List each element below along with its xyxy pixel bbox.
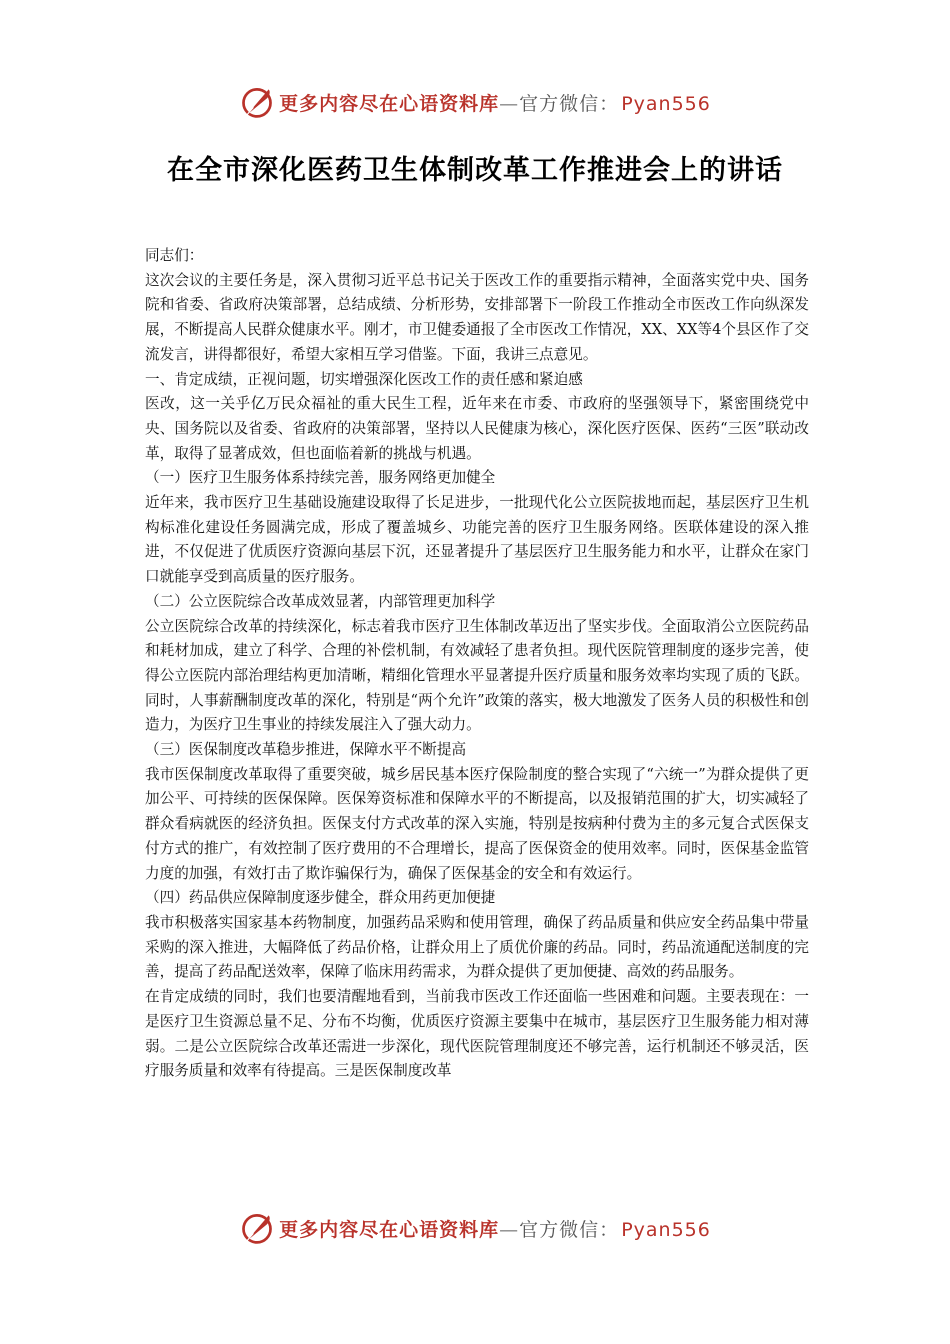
footer-watermark-banner bbox=[0, 1208, 950, 1248]
paragraph: 医改，这一关乎亿万民众福祉的重大民生工程，近年来在市委、市政府的坚强领导下，紧密围绕党中央、国务院以及省委、省政府的决策部署，坚持以人民健康为核心，深化医疗医保、医药“三医”联动改革，取得了显著成效，但也面临着新的挑战与机遇。 bbox=[145, 395, 809, 462]
subsection-heading: （二）公立医院综合改革成效显著，内部管理更加科学 bbox=[145, 592, 496, 610]
document-body bbox=[145, 244, 809, 1084]
header-watermark-banner bbox=[0, 82, 950, 122]
salutation: 同志们： bbox=[145, 247, 204, 264]
document-title: 在全市深化医药卫生体制改革工作推进会上的讲话 bbox=[167, 155, 783, 186]
banner-text: 更多内容尽在心语资料库—官方微信： Pyan556 bbox=[279, 1218, 711, 1241]
subsection-heading: （三）医保制度改革稳步推进，保障水平不断提高 bbox=[145, 741, 467, 759]
paragraph: 我市积极落实国家基本药物制度，加强药品采购和使用管理，确保了药品质量和供应安全药品集中带量采购的深入推进，大幅降低了药品价格，让群众用上了质优价廉的药品。同时，药品流通配送制度的完善，提高了药品配送效率，保障了临床用药需求，为群众提供了更加便捷、高效的药品服务。 bbox=[145, 913, 809, 981]
paragraph: 这次会议的主要任务是，深入贯彻习近平总书记关于医改工作的重要指示精神，全面落实党中央、国务院和省委、省政府决策部署，总结成绩、分析形势，安排部署下一阶段工作推动全市医改工作向纵深发展，不断提高人民群众健康水平。刚才，市卫健委通报了全市医改工作情况，XX、XX等4个县区作了交流发言，讲得都很好，希望大家相互学习借鉴。下面，我讲三点意见。 bbox=[145, 271, 809, 363]
subsection-heading: （四）药品供应保障制度逐步健全，群众用药更加便捷 bbox=[145, 889, 496, 907]
section-heading: 一、肯定成绩，正视问题，切实增强深化医改工作的责任感和紧迫感 bbox=[145, 370, 583, 388]
paragraph: 在肯定成绩的同时，我们也要清醒地看到，当前我市医改工作还面临一些困难和问题。主要表现在：一是医疗卫生资源总量不足、分布不均衡，优质医疗资源主要集中在城市，基层医疗卫生服务能力相对薄弱。二是公立医院综合改革还需进一步深化，现代医院管理制度还不够完善，运行机制还不够灵活，医疗服务质量和效率有待提高。三是医保制度改革 bbox=[145, 988, 809, 1080]
quill-logo-icon bbox=[239, 1210, 275, 1246]
subsection-heading: （一）医疗卫生服务体系持续完善，服务网络更加健全 bbox=[145, 469, 496, 487]
paragraph: 近年来，我市医疗卫生基础设施建设取得了长足进步，一批现代化公立医院拔地而起，基层医疗卫生机构标准化建设任务圆满完成，形成了覆盖城乡、功能完善的医疗卫生服务网络。医联体建设的深入推进，不仅促进了优质医疗资源向基层下沉，还显著提升了基层医疗卫生服务能力和水平，让群众在家门口就能享受到高质量的医疗服务。 bbox=[145, 494, 809, 586]
banner-text: 更多内容尽在心语资料库—官方微信： Pyan556 bbox=[279, 92, 711, 115]
paragraph: 公立医院综合改革的持续深化，标志着我市医疗卫生体制改革迈出了坚实步伐。全面取消公立医院药品和耗材加成，建立了科学、合理的补偿机制，有效减轻了患者负担。现代医院管理制度的逐步完善，使得公立医院内部治理结构更加清晰，精细化管理水平显著提升医疗质量和服务效率均实现了质的飞跃。同时，人事薪酬制度改革的深化，特别是“两个允许”政策的落实，极大地激发了医务人员的积极性和创造力，为医疗卫生事业的持续发展注入了强大动力。 bbox=[145, 617, 809, 734]
paragraph: 我市医保制度改革取得了重要突破，城乡居民基本医疗保险制度的整合实现了“六统一”为群众提供了更加公平、可持续的医保保障。医保筹资标准和保障水平的不断提高，以及报销范围的扩大，切实减轻了群众看病就医的经济负担。医保支付方式改革的深入实施，特别是按病种付费为主的多元复合式医保支付方式的推广，有效控制了医疗费用的不合理增长，提高了医保资金的使用效率。同时，医保基金监管力度的加强，有效打击了欺诈骗保行为，确保了医保基金的安全和有效运行。 bbox=[145, 765, 809, 882]
quill-logo-icon bbox=[239, 84, 275, 120]
